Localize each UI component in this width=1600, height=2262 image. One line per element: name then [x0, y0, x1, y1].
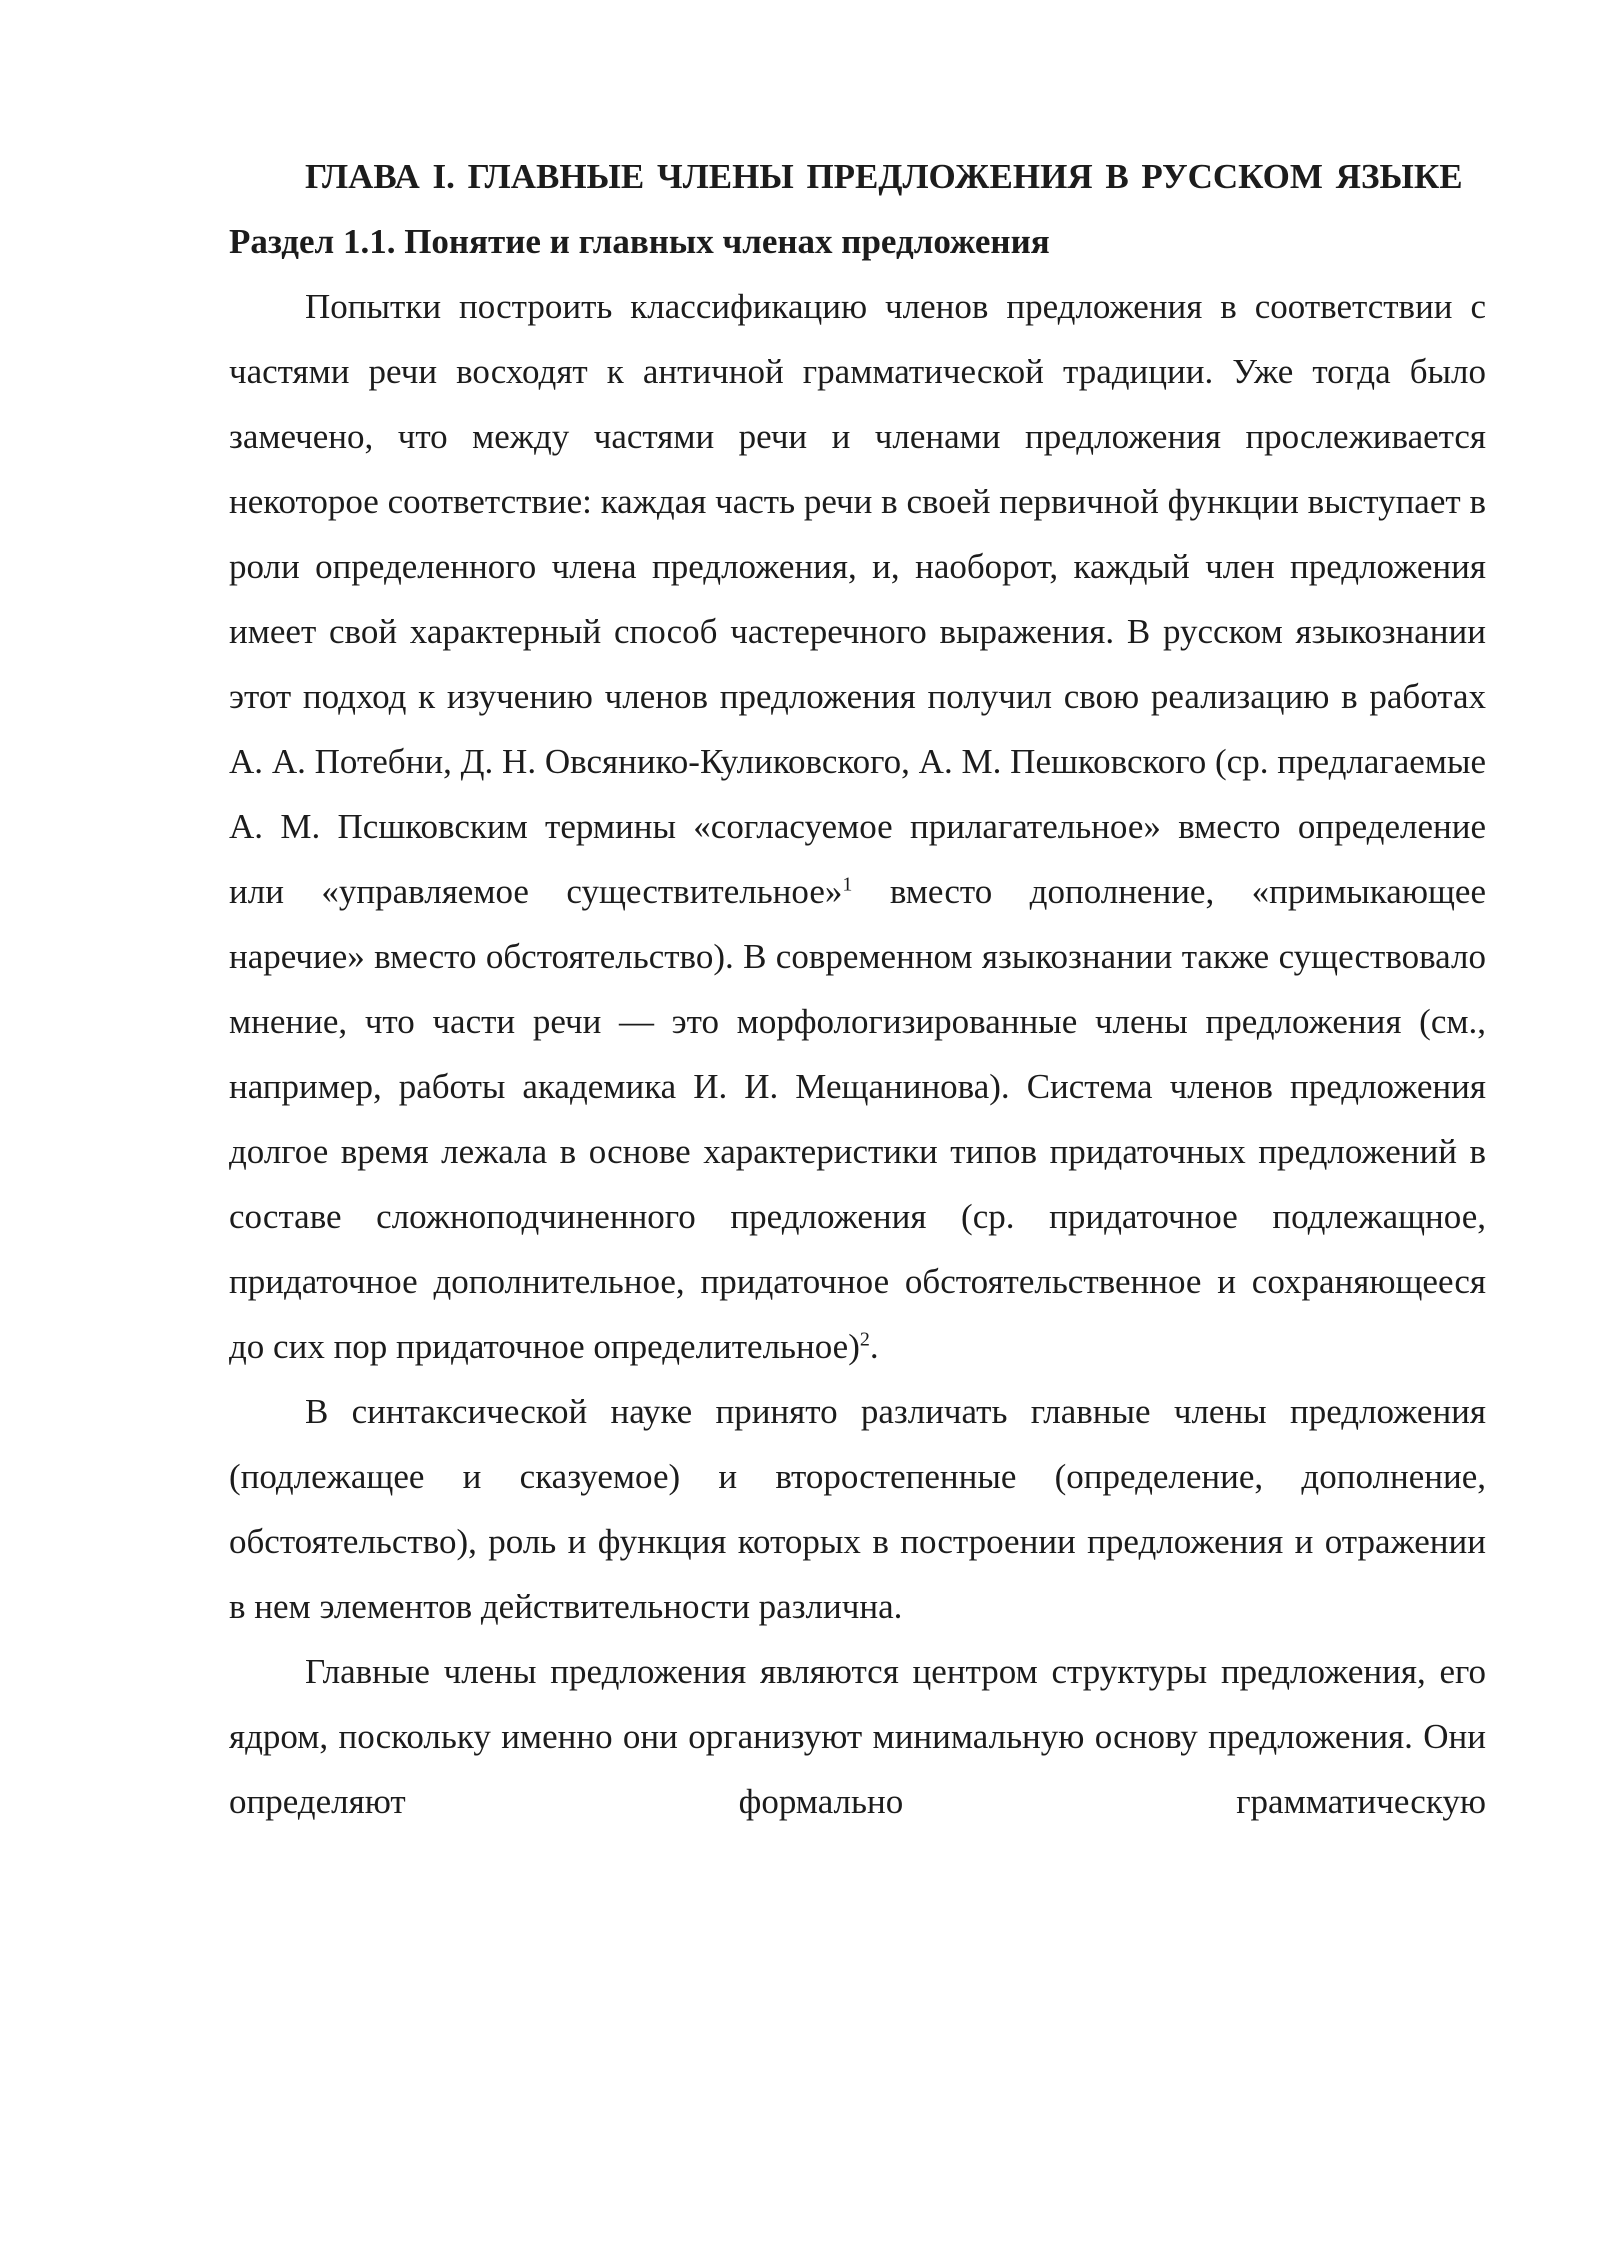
footnote-ref-1[interactable]: 1 — [842, 873, 853, 896]
paragraph-2: В синтаксической науке принято различать главные члены предложения (подлежащее и сказуемое) и второстепенные (определение, дополнение, обстоятельство), роль и функция которых в построении предложения и отражении в нем элементов действительности различна. — [229, 1392, 1486, 1626]
paragraph-1 — [229, 274, 1486, 1379]
paragraph-1-text-a: Попытки построить классификацию членов предложения в соответствии с частями речи восходят к античной грамматической традиции. Уже тогда было замечено, что между частями речи и членами предложения прослеживается некоторое соответствие: каждая часть речи в своей первичной функции выступает в роли определенного члена предложения, и, наоборот, каждый член предложения имеет свой характерный способ частеречного выражения. В русском языкознании этот подход к изучению членов предложения получил свою реализацию в работах А. А. Потебни, Д. Н. Овсянико-Куликовского, А. М. Пешковского (ср. предлагаемые А. М. Псшковским термины «согласуемое прилагательное» вместо определение или «управляемое существительное» — [229, 287, 1486, 911]
footnote-ref-2[interactable]: 2 — [859, 1328, 870, 1351]
section-title: Раздел 1.1. Понятие и главных членах предложения — [229, 222, 1050, 261]
paragraph-3: Главные члены предложения являются центром структуры предложения, его ядром, поскольку именно они организуют минимальную основу предложения. Они определяют формально грамматическую — [229, 1652, 1486, 1821]
chapter-title: ГЛАВА I. ГЛАВНЫЕ ЧЛЕНЫ ПРЕДЛОЖЕНИЯ В РУССКОМ ЯЗЫКЕ — [305, 157, 1463, 196]
paragraph-1-end: . — [869, 1327, 879, 1366]
paragraph-1-text-b: вместо дополнение, «примыкающее наречие» вместо обстоятельство). В современном языкознании также существовало мнение, что части речи — это морфологизированные члены предложения (см., например, работы академика И. И. Мещанинова). Система членов предложения долгое время лежала в основе характеристики типов придаточных предложений в составе сложноподчиненного предложения (ср. придаточное подлежащное, придаточное дополнительное, придаточное обстоятельственное и сохраняющееся до сих пор придаточное определительное) — [229, 872, 1486, 1366]
document-page — [229, 144, 1486, 1834]
